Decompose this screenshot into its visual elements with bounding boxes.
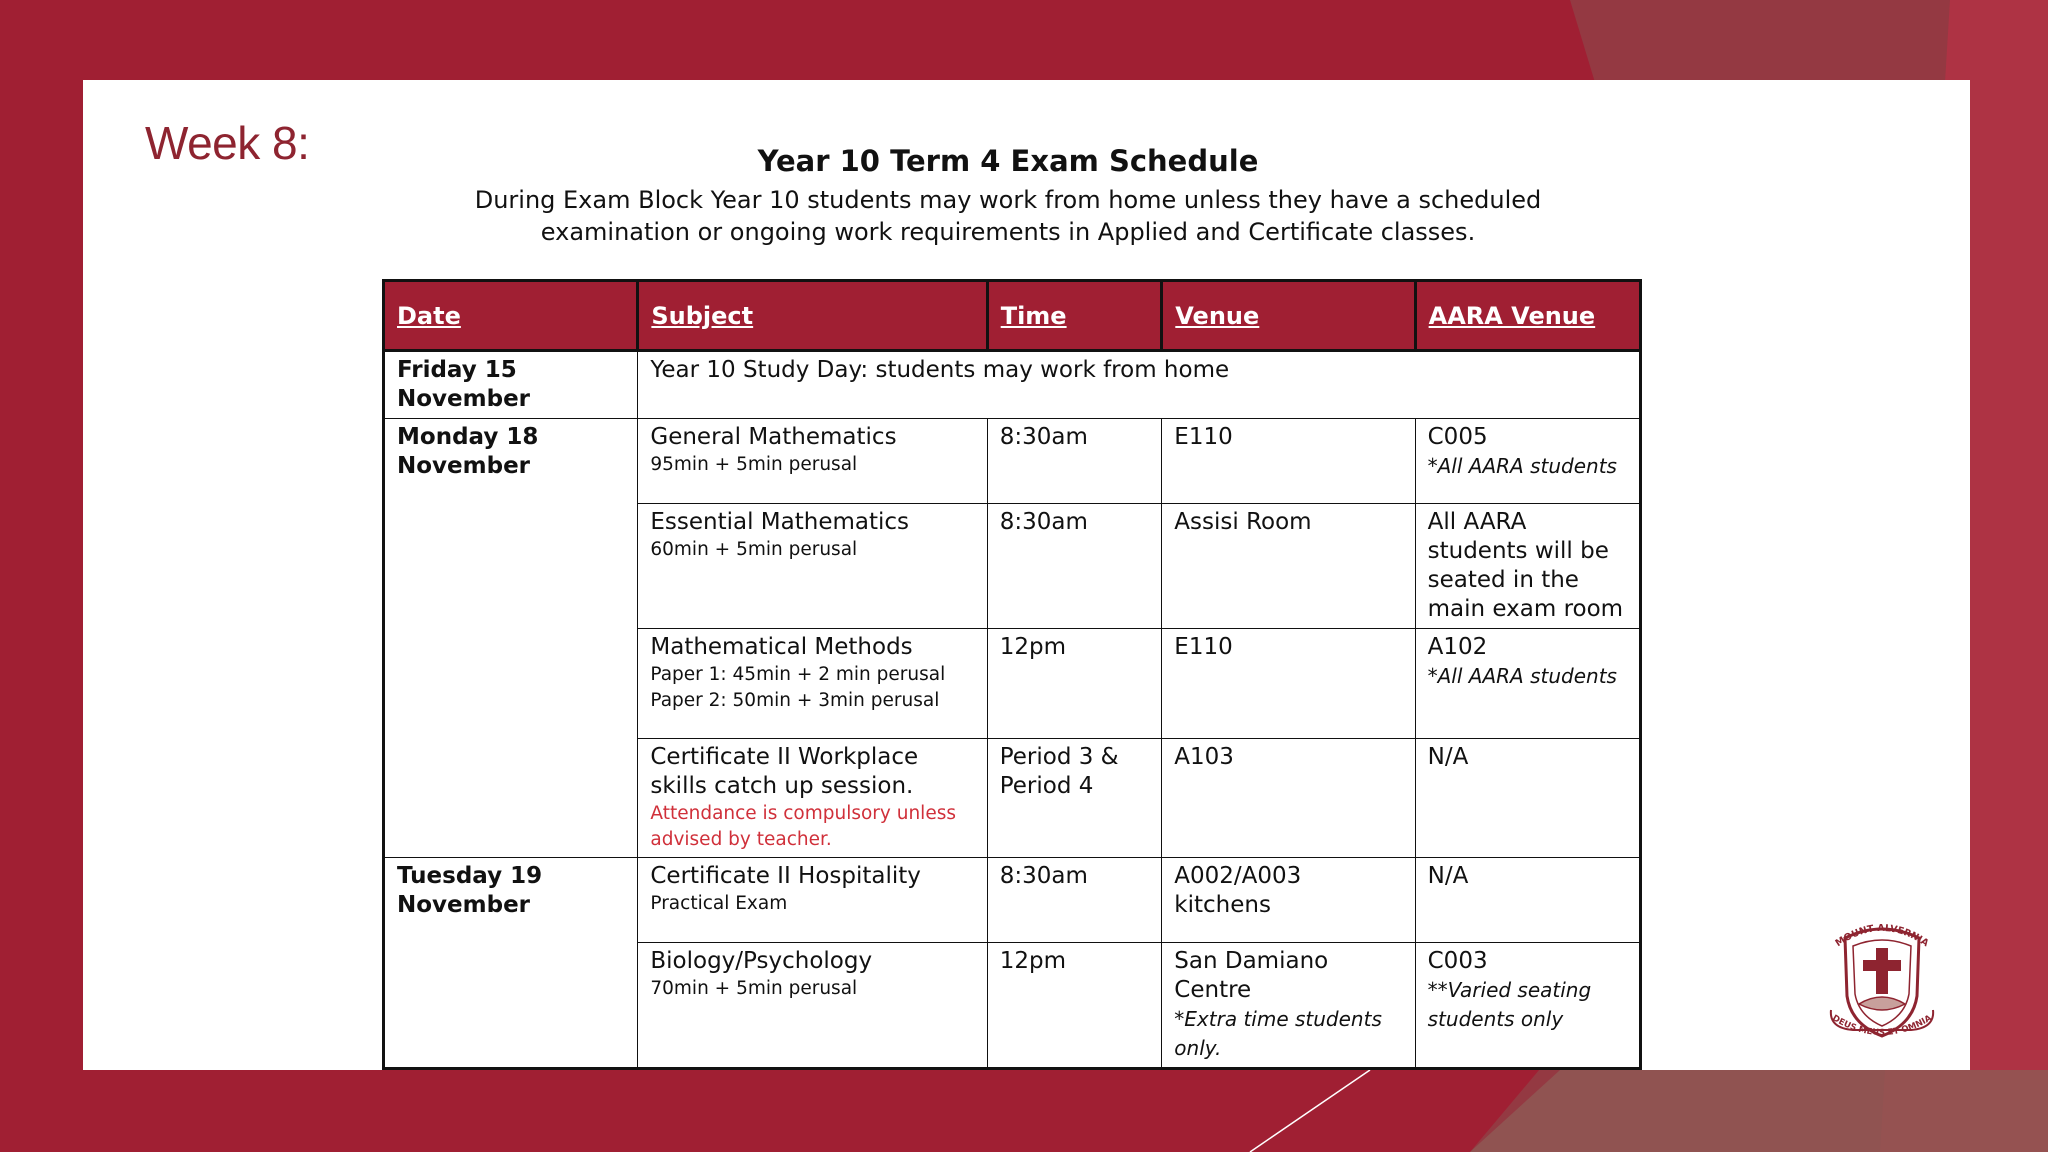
aara-cell: N/A (1415, 739, 1640, 858)
attendance-warning: Attendance is compulsory unless advised by teacher. (650, 803, 956, 850)
header-time: Time (987, 281, 1162, 351)
subject-cell (638, 504, 987, 629)
date-line: Friday 15 (397, 357, 517, 383)
subject-cell (638, 629, 987, 739)
venue-cell (1162, 943, 1415, 1069)
subject-detail: Paper 1: 45min + 2 min perusal (650, 664, 946, 685)
subject-cell (638, 858, 987, 943)
venue-cell: E110 (1162, 629, 1415, 739)
aara-venue: C003 (1427, 948, 1488, 974)
header-aara-venue: AARA Venue (1415, 281, 1640, 351)
subject-detail: 70min + 5min perusal (650, 978, 858, 999)
subject-cell (638, 419, 987, 504)
subject-cell (638, 943, 987, 1069)
time-cell: 8:30am (987, 858, 1162, 943)
crest-bottom-text: DEUS MEUS ET OMNIA (1830, 1013, 1934, 1039)
time-cell: 12pm (987, 943, 1162, 1069)
date-cell-friday (384, 351, 638, 419)
table-row (384, 858, 1641, 943)
venue-cell: A103 (1162, 739, 1415, 858)
date-line: November (397, 386, 531, 412)
crest-top-text: MOUNT ALVERNIA (1833, 922, 1931, 950)
subject-name: Certificate II Hospitality (650, 863, 921, 889)
document-title: Year 10 Term 4 Exam Schedule (757, 144, 1259, 178)
slide-panel (83, 80, 1970, 1070)
time-cell: 8:30am (987, 504, 1162, 629)
school-crest-logo (1823, 912, 1941, 1050)
document-subtitle (83, 184, 1933, 248)
table-row (384, 419, 1641, 504)
subtitle-line-1: During Exam Block Year 10 students may work from home unless they have a scheduled (474, 186, 1542, 214)
subject-detail: 95min + 5min perusal (650, 454, 858, 475)
time-cell: 12pm (987, 629, 1162, 739)
subject-name: General Mathematics (650, 424, 897, 450)
venue-name: San Damiano Centre (1174, 948, 1329, 1003)
aara-note: *All AARA students (1427, 664, 1617, 688)
subject-detail: Paper 2: 50min + 3min perusal (650, 690, 940, 711)
subject-name: Mathematical Methods (650, 634, 913, 660)
time-cell (987, 739, 1162, 858)
date-line: Tuesday 19 (397, 863, 543, 889)
aara-note: **Varied seating students only (1427, 978, 1592, 1031)
header-date: Date (384, 281, 638, 351)
aara-cell (1415, 943, 1640, 1069)
time-line: Period 4 (999, 773, 1094, 799)
aara-cell: All AARA students will be seated in the main exam room (1415, 504, 1640, 629)
table-row (384, 351, 1641, 419)
aara-venue: A102 (1427, 634, 1488, 660)
subject-name: Essential Mathematics (650, 509, 910, 535)
subject-name: Biology/Psychology (650, 948, 873, 974)
aara-cell (1415, 629, 1640, 739)
venue-note: *Extra time students only. (1174, 1007, 1382, 1060)
date-line: November (397, 892, 531, 918)
week-label: Week 8: (145, 117, 310, 169)
aara-note: *All AARA students (1427, 454, 1617, 478)
time-cell: 8:30am (987, 419, 1162, 504)
venue-cell: A002/A003 kitchens (1162, 858, 1415, 943)
aara-venue: C005 (1427, 424, 1488, 450)
subject-detail: Practical Exam (650, 893, 788, 914)
subject-detail: 60min + 5min perusal (650, 539, 858, 560)
venue-cell: E110 (1162, 419, 1415, 504)
aara-cell (1415, 419, 1640, 504)
venue-cell: Assisi Room (1162, 504, 1415, 629)
time-line: Period 3 & (999, 744, 1119, 770)
date-line: Monday 18 (397, 424, 539, 450)
header-venue: Venue (1162, 281, 1415, 351)
table-header-row (384, 281, 1641, 351)
header-subject: Subject (638, 281, 987, 351)
aara-cell: N/A (1415, 858, 1640, 943)
date-cell-monday (384, 419, 638, 858)
exam-schedule-table (382, 279, 1642, 1070)
subject-name: Certificate II Workplace skills catch up session. (650, 744, 919, 799)
date-cell-tuesday (384, 858, 638, 1069)
study-day-note: Year 10 Study Day: students may work from home (638, 351, 1641, 419)
subject-cell (638, 739, 987, 858)
date-line: November (397, 453, 531, 479)
subtitle-line-2: examination or ongoing work requirements in Applied and Certificate classes. (540, 218, 1476, 246)
